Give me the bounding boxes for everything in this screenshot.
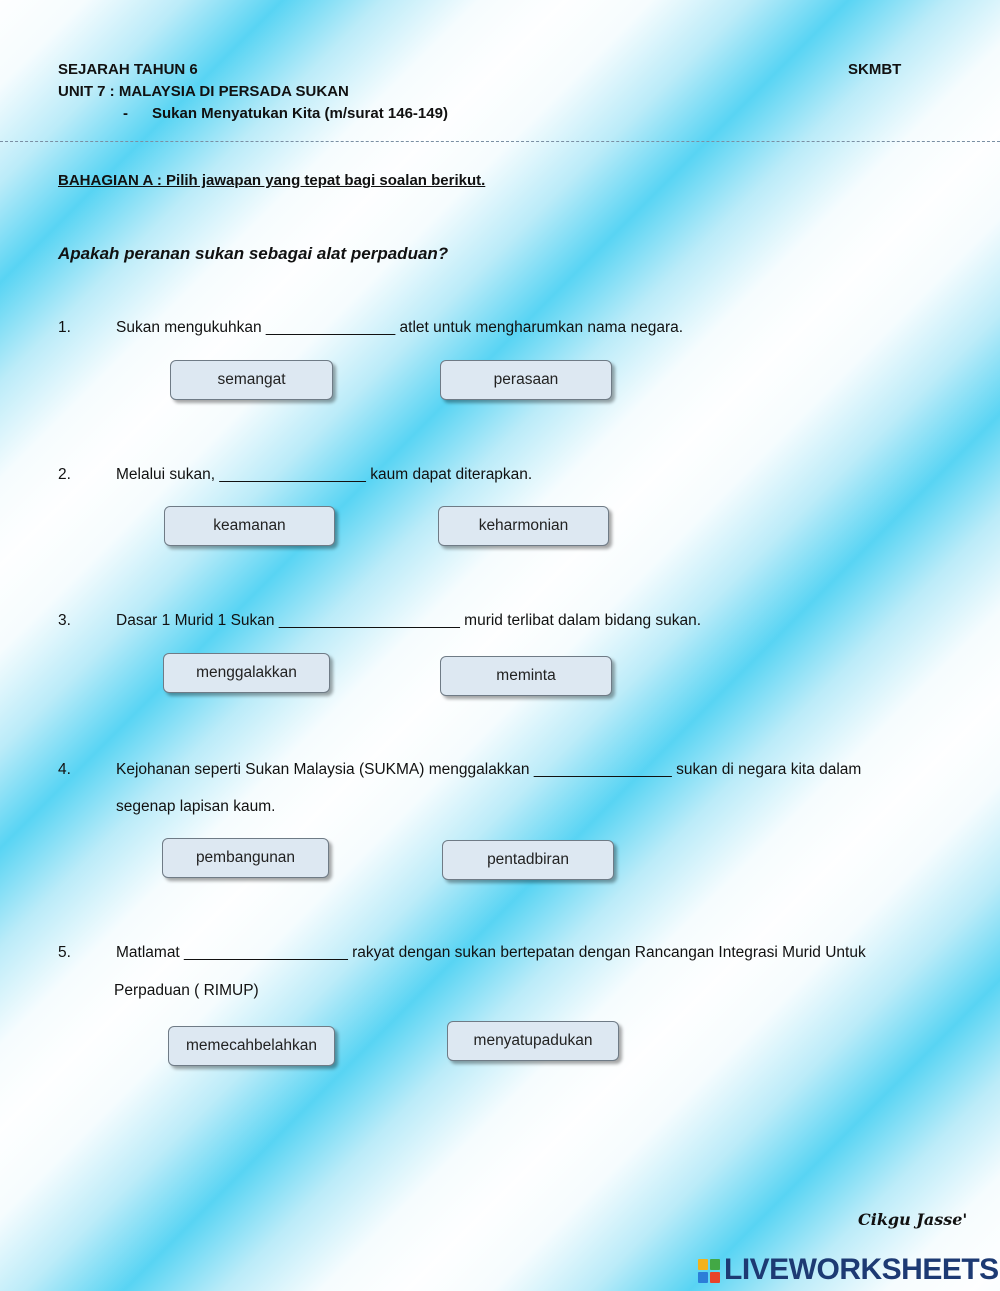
question-text: Dasar 1 Murid 1 Sukan _____________________ murid terlibat dalam bidang sukan. [116, 612, 702, 629]
question-text-continued: Perpaduan ( RIMUP) [114, 982, 259, 999]
section-title: BAHAGIAN A : Pilih jawapan yang tepat bagi soalan berikut. [58, 172, 486, 189]
question-heading: Apakah peranan sukan sebagai alat perpaduan? [58, 244, 449, 263]
teacher-signature: Cikgu Jasse' [858, 1210, 968, 1229]
option-button[interactable]: keharmonian [438, 506, 609, 546]
brand-name[interactable]: LIVEWORKSHEETS [724, 1253, 999, 1286]
school-code: SKMBT [848, 61, 902, 78]
question-number: 1. [58, 319, 71, 336]
option-button[interactable]: meminta [440, 656, 612, 696]
question-number: 3. [58, 612, 71, 629]
option-button[interactable]: pentadbiran [442, 840, 614, 880]
option-button[interactable]: perasaan [440, 360, 612, 400]
option-button[interactable]: menggalakkan [163, 653, 330, 693]
liveworksheets-logo-icon [698, 1259, 720, 1283]
question-text: Sukan mengukuhkan _______________ atlet untuk mengharumkan nama negara. [116, 319, 684, 336]
question-number: 2. [58, 466, 71, 483]
question-text: Matlamat ___________________ rakyat dengan sukan bertepatan dengan Rancangan Integrasi Murid Untuk [116, 944, 866, 961]
question-text: Melalui sukan, _________________ kaum dapat diterapkan. [116, 466, 533, 483]
subtopic-dash: - [123, 105, 128, 122]
unit-title: UNIT 7 : MALAYSIA DI PERSADA SUKAN [58, 83, 349, 100]
option-button[interactable]: memecahbelahkan [168, 1026, 335, 1066]
divider [0, 141, 1000, 142]
question-text: Kejohanan seperti Sukan Malaysia (SUKMA) menggalakkan ________________ sukan di negara kita dalam [116, 761, 862, 778]
question-number: 4. [58, 761, 71, 778]
question-number: 5. [58, 944, 71, 961]
option-button[interactable]: pembangunan [162, 838, 329, 878]
subject-title: SEJARAH TAHUN 6 [58, 61, 198, 78]
question-text-continued: segenap lapisan kaum. [116, 798, 276, 815]
subtopic-title: Sukan Menyatukan Kita (m/surat 146-149) [152, 105, 448, 122]
option-button[interactable]: menyatupadukan [447, 1021, 619, 1061]
option-button[interactable]: semangat [170, 360, 333, 400]
option-button[interactable]: keamanan [164, 506, 335, 546]
